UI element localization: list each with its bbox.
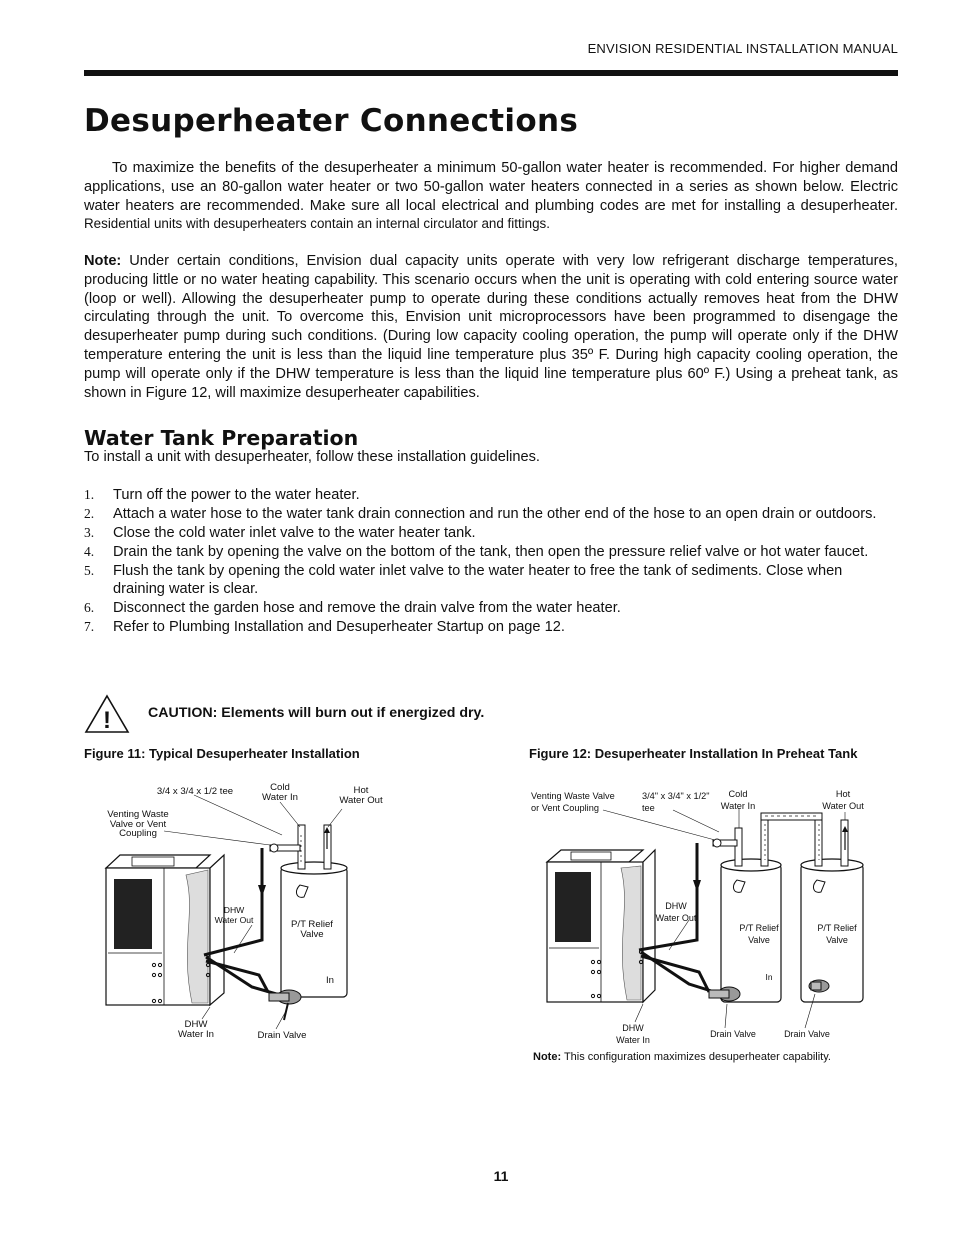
fig11-tee-label: 3/4 x 3/4 x 1/2 tee (156, 786, 234, 797)
figure12-title: Figure 12: Desuperheater Installation In Preheat Tank (529, 746, 858, 761)
section-intro: To install a unit with desuperheater, follow these installation guidelines. (84, 449, 540, 465)
caution-text: CAUTION: Elements will burn out if energized dry. (148, 705, 485, 721)
intro-paragraph-small: Residential units with desuperheaters contain an internal circulator and fittings. (84, 216, 550, 232)
fig11-in-label: In (325, 975, 334, 986)
fig11-cold-label: Cold Water In (262, 782, 298, 803)
fig11-hot-label: Hot Water Out (339, 785, 383, 806)
step-number: 3. (84, 525, 95, 540)
note-text: Under certain conditions, Envision dual capacity units operate with very low refrigerant discharge temperatures, producing little or no water heating capability. This scenario occurs when the unit is operating with cold entering source water (loop or well). Allowing the desuperheater pump to operate during these conditions actually removes heat from the DHW circulating through the unit. To overcome this, Envision unit microprocessors have been programmed to disengage the desuperheater pump during such conditions. (During low capacity cooling operation, the pump will operate only if the DHW temperature entering the unit is less than the liquid line temperature plus 35º F. During high capacity cooling operation, the pump will operate only if the DHW temperature is less than the liquid line temperature plus 60º F.) Using a preheat tank, as shown in Figure 12, will maximize desuperheater capabilities. (84, 253, 898, 401)
figure12-note (533, 1051, 831, 1063)
step-number: 6. (84, 600, 95, 615)
fig12-cold-label: Cold Water In (720, 789, 756, 811)
list-item (84, 618, 898, 636)
intro-paragraph-main: To maximize the benefits of the desuperheater a minimum 50-gallon water heater is recommended. For higher demand applications, use an 80-gallon water heater or two 50-gallon water heaters connected in a series as shown below. Electric water heaters are recommended. Make sure all local electrical and plumbing codes are met for installing a desuperheater. (84, 160, 898, 214)
fig11-venting-label: Venting Waste Valve or Vent Coupling (107, 809, 169, 839)
fig12-venting-label: Venting Waste Valve or Vent Coupling (531, 791, 615, 813)
manual-header-title: ENVISION RESIDENTIAL INSTALLATION MANUAL (587, 41, 898, 56)
list-item (84, 543, 898, 561)
list-item (84, 562, 898, 598)
list-item (84, 505, 898, 523)
page-number: 11 (493, 1168, 509, 1184)
step-text: Flush the tank by opening the cold water inlet valve to the water heater to free the tank of sediments. Close when draining water is clear. (113, 563, 843, 597)
step-number: 5. (84, 563, 95, 578)
step-text: Turn off the power to the water heater. (113, 487, 360, 503)
figure12-drawing (529, 780, 889, 1050)
fig12-drain1-label: Drain Valve (710, 1029, 756, 1039)
step-text: Attach a water hose to the water tank drain connection and run the other end of the hose to an open drain or outdoors. (113, 506, 877, 522)
step-text: Close the cold water inlet valve to the water heater tank. (113, 525, 476, 541)
fig12-in-label: In (765, 972, 773, 982)
page-title: Desuperheater Connections (84, 103, 579, 139)
step-text: Disconnect the garden hose and remove the drain valve from the water heater. (113, 600, 621, 616)
figure12-note-label: Note: (533, 1051, 562, 1063)
step-text: Refer to Plumbing Installation and Desuperheater Startup on page 12. (113, 619, 565, 635)
steps-list (84, 486, 898, 637)
step-number: 7. (84, 619, 95, 634)
warning-icon (84, 694, 130, 734)
step-number: 4. (84, 544, 95, 559)
step-number: 2. (84, 506, 95, 521)
list-item (84, 486, 898, 504)
list-item (84, 599, 898, 617)
fig12-dhw-in-label: DHW Water In (616, 1023, 650, 1045)
fig12-drain2-label: Drain Valve (784, 1029, 830, 1039)
warning-symbol: ! (103, 707, 111, 734)
list-item (84, 524, 898, 542)
fig11-relief-label: P/T Relief Valve (291, 919, 333, 940)
fig11-dhw-out-label: DHW Water Out (214, 905, 254, 925)
figure11-diagram (84, 775, 384, 1055)
fig11-dhw-in-label: DHW Water In (178, 1019, 214, 1040)
note-paragraph (84, 252, 898, 402)
figure12-note-text: This configuration maximizes desuperheater capability. (561, 1051, 831, 1063)
intro-paragraph (84, 159, 898, 234)
step-text: Drain the tank by opening the valve on the bottom of the tank, then open the pressure relief valve or hot water faucet. (113, 544, 869, 560)
section-title: Water Tank Preparation (84, 426, 359, 450)
header-rule (84, 70, 898, 76)
fig12-hot-label: Hot Water Out (822, 789, 864, 811)
fig12-relief2-label: P/T Relief Valve (817, 923, 857, 945)
fig12-tee-label: 3/4" x 3/4" x 1/2" tee (642, 791, 710, 813)
step-number: 1. (84, 487, 95, 502)
fig12-relief1-label: P/T Relief Valve (739, 923, 779, 945)
note-label: Note: (84, 253, 122, 269)
figure11-title: Figure 11: Typical Desuperheater Installation (84, 746, 360, 761)
fig12-dhw-out-label: DHW Water Out (655, 901, 697, 923)
fig11-drain-label: Drain Valve (257, 1030, 307, 1041)
figure12-diagram (529, 780, 889, 1050)
